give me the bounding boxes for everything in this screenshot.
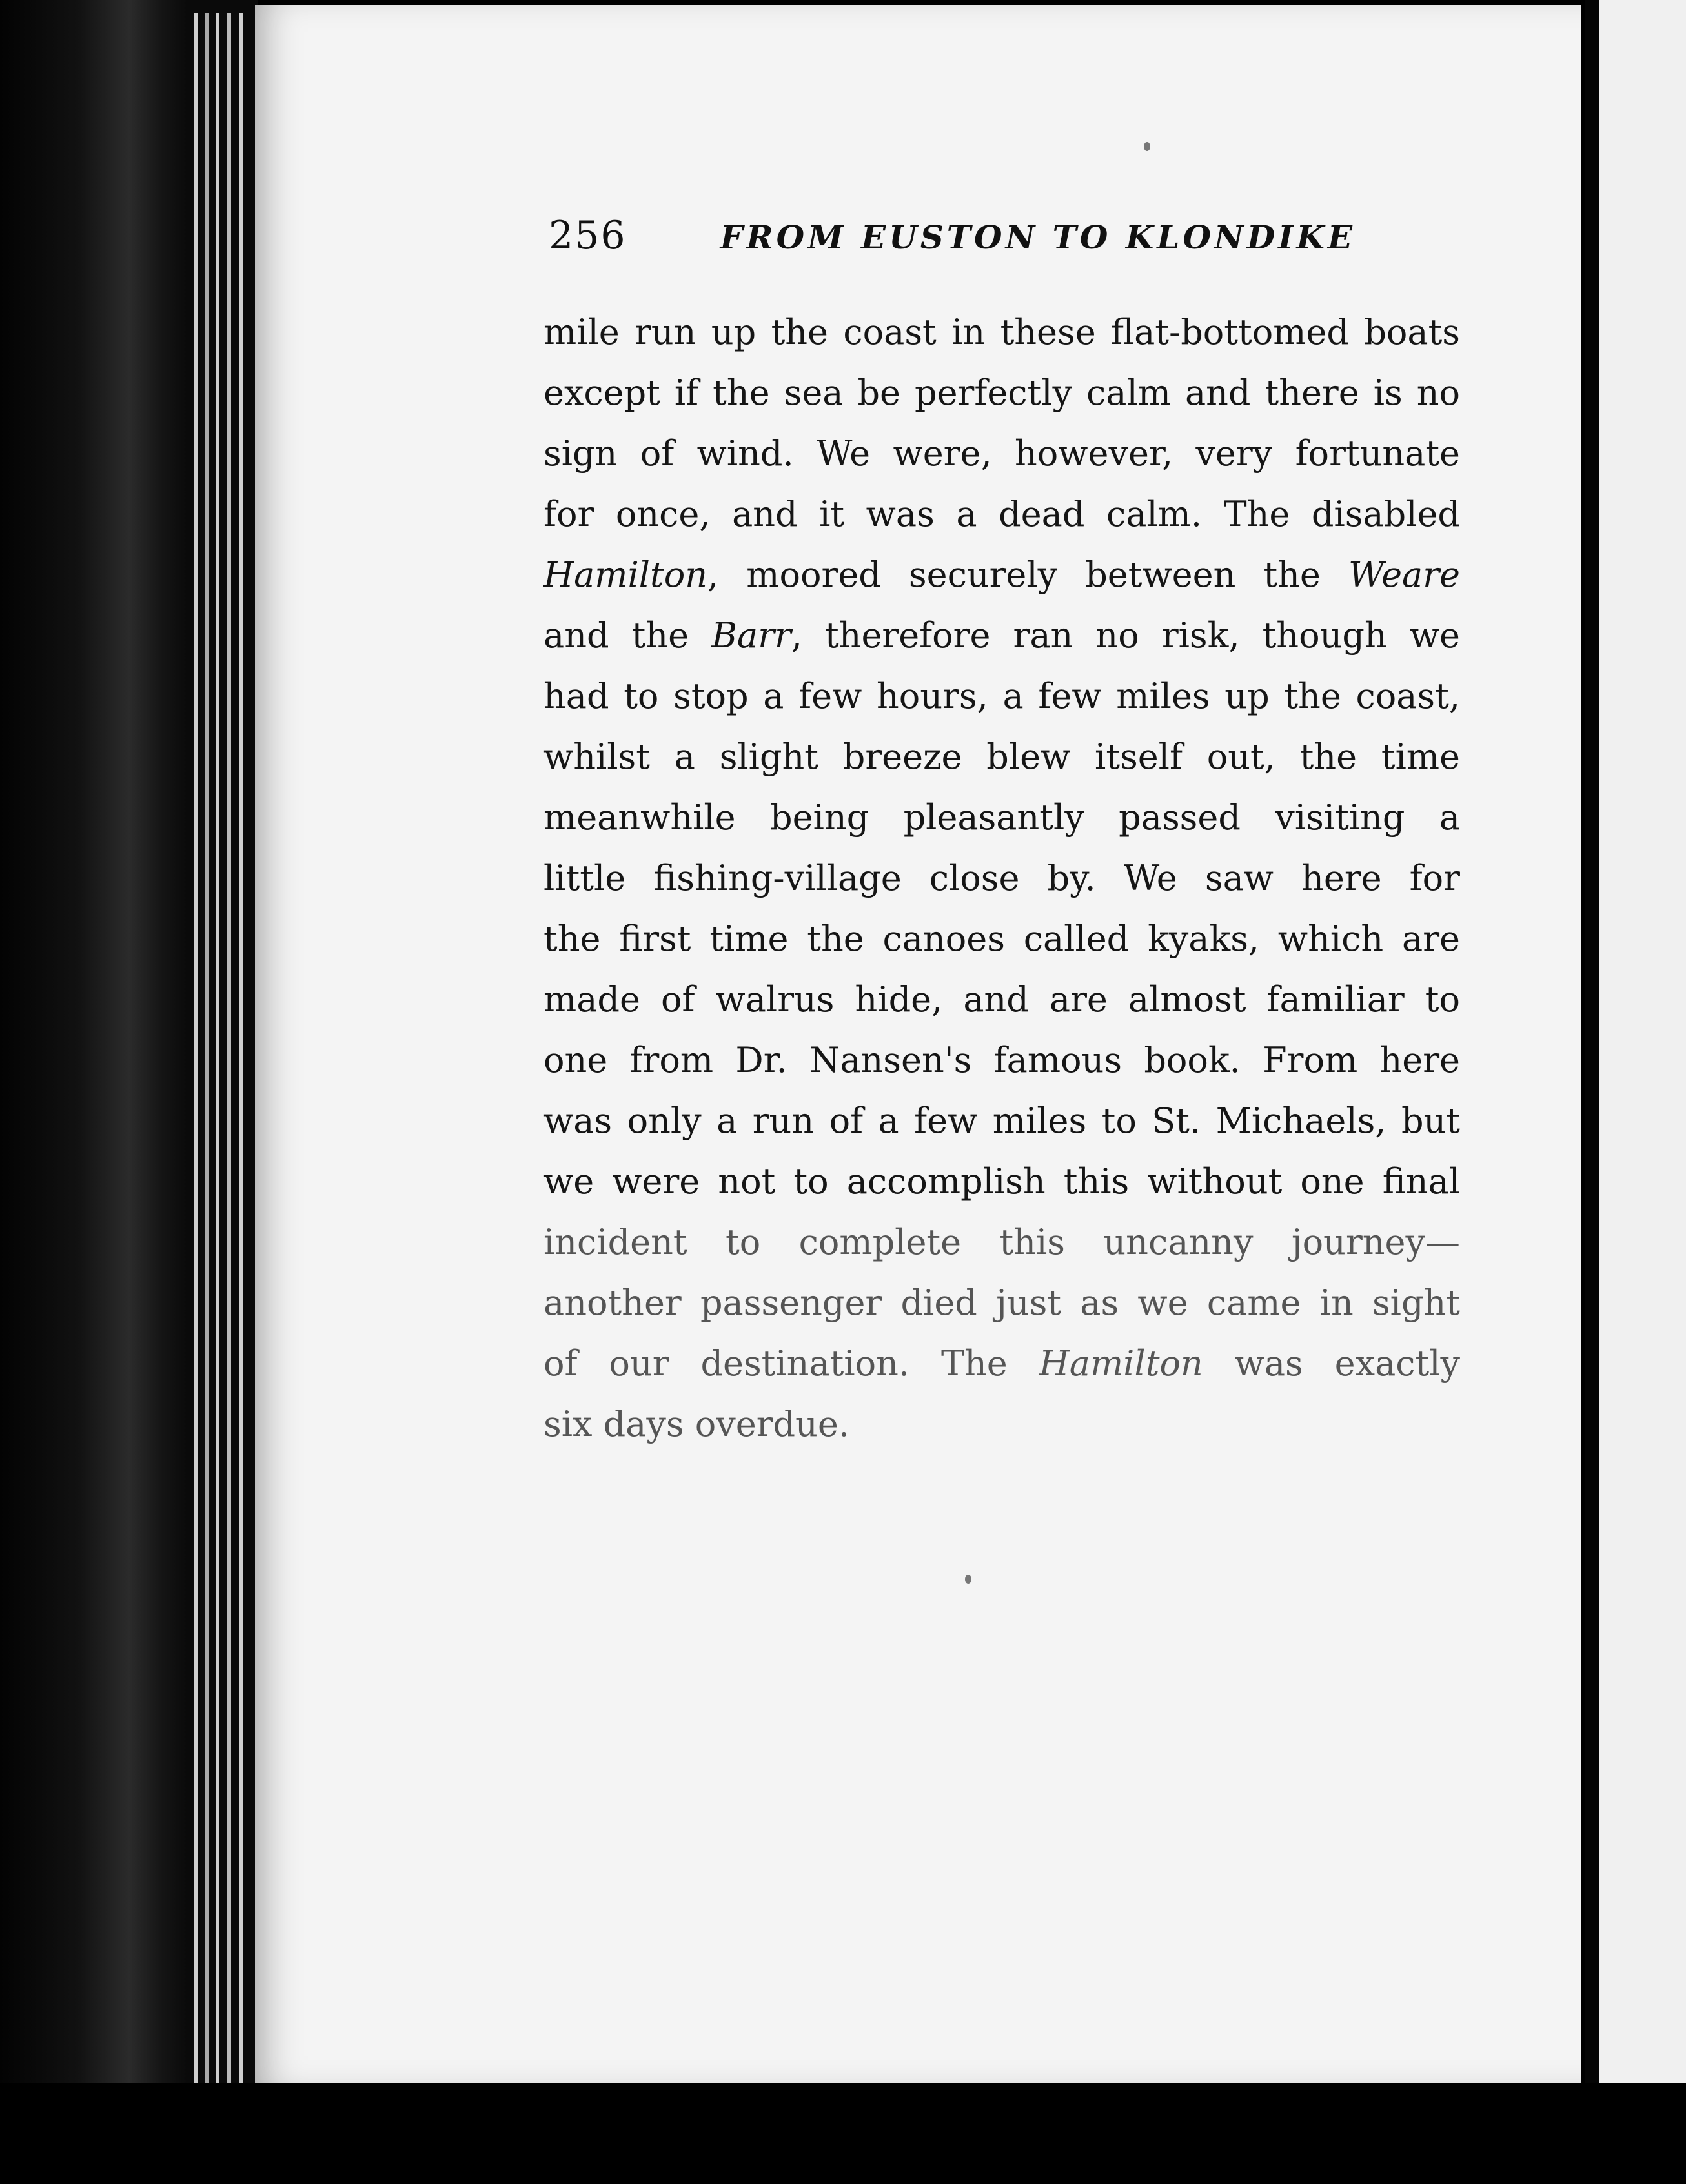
running-title: FROM EUSTON TO KLONDIKE (720, 218, 1356, 256)
text-run: of our destination. The (543, 1343, 1039, 1384)
text-line (543, 484, 1460, 545)
text-run: incident to complete this uncanny journey— (543, 1222, 1460, 1262)
text-run: was only a run of a few miles to St. Michaels, but (543, 1100, 1460, 1141)
text-line (543, 1151, 1460, 1212)
body-text (543, 302, 1460, 1455)
text-line (543, 605, 1460, 666)
text-line (543, 363, 1460, 423)
text-run: and the (543, 615, 712, 656)
text-line (543, 302, 1460, 363)
text-line (543, 666, 1460, 727)
text-line (543, 727, 1460, 787)
facing-page-edge (1585, 0, 1686, 2091)
text-line (543, 1394, 1460, 1455)
text-line (543, 969, 1460, 1030)
text-line (543, 1333, 1460, 1394)
text-run: was exactly (1203, 1343, 1460, 1384)
text-line (543, 909, 1460, 969)
scan-border-bottom (0, 2083, 1686, 2184)
text-line (543, 1030, 1460, 1091)
italic-text: Barr (711, 615, 791, 656)
text-line (543, 1273, 1460, 1333)
text-run: sign of wind. We were, however, very fortunate (543, 433, 1460, 474)
text-run: little fishing-village close by. We saw here for (543, 858, 1460, 898)
text-run: , therefore ran no risk, though we (791, 615, 1460, 656)
text-line (543, 423, 1460, 484)
page-edge (216, 13, 219, 2091)
text-run: the first time the canoes called kyaks, which are (543, 918, 1460, 959)
running-head (549, 213, 1356, 265)
paper-speck (1144, 142, 1150, 151)
text-run: made of walrus hide, and are almost familiar to (543, 979, 1460, 1020)
text-run: except if the sea be perfectly calm and there is no (543, 372, 1460, 413)
text-line (543, 1212, 1460, 1273)
paper-speck (965, 1575, 971, 1584)
text-run: another passenger died just as we came in sight (543, 1282, 1460, 1323)
text-run: one from Dr. Nansen's famous book. From here (543, 1040, 1460, 1080)
text-run: , moored securely between the (707, 554, 1348, 595)
text-run: six days overdue. (543, 1404, 850, 1444)
text-run: mile run up the coast in these flat-bottomed boats (543, 312, 1460, 352)
italic-text: Weare (1348, 554, 1460, 595)
text-run: for once, and it was a dead calm. The disabled (543, 494, 1460, 534)
text-line (543, 1091, 1460, 1151)
text-run: meanwhile being pleasantly passed visiting a (543, 797, 1460, 838)
text-run: had to stop a few hours, a few miles up the coast, (543, 676, 1460, 716)
text-run: we were not to accomplish this without one final (543, 1161, 1460, 1202)
page-edge (239, 13, 243, 2091)
text-line (543, 787, 1460, 848)
text-line (543, 545, 1460, 605)
italic-text: Hamilton (543, 554, 708, 595)
book-edge-left (0, 0, 258, 2184)
text-run: whilst a slight breeze blew itself out, the time (543, 736, 1460, 777)
page-edge (205, 13, 209, 2091)
page-edge (227, 13, 231, 2091)
page-edge (194, 13, 198, 2091)
text-line (543, 848, 1460, 909)
page-number: 256 (549, 213, 627, 258)
italic-text: Hamilton (1039, 1343, 1203, 1384)
